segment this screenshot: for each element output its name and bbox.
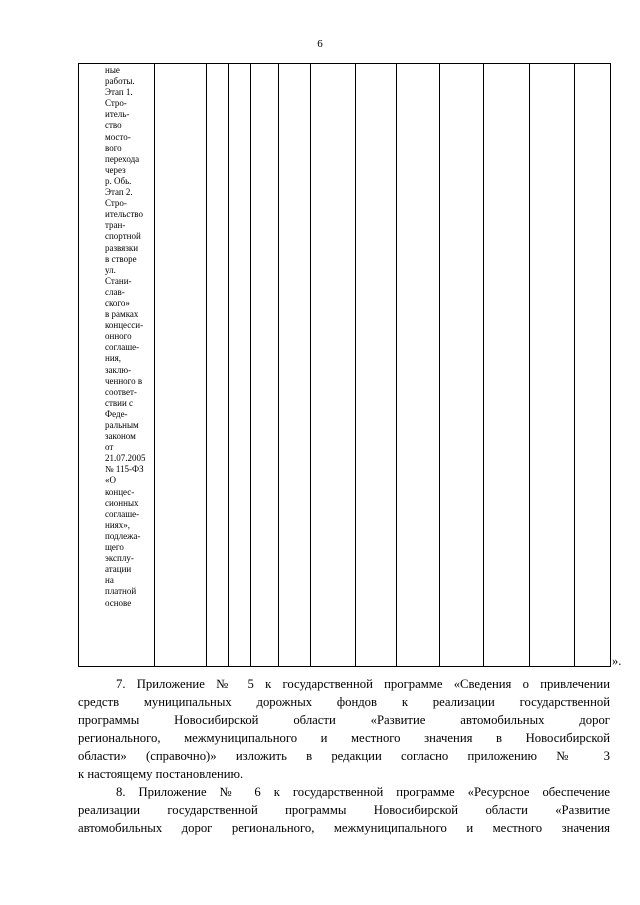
cell-text-line: в створе <box>105 253 137 264</box>
table-cell <box>356 64 397 667</box>
cell-text-line: законом <box>105 431 136 442</box>
table-cell <box>311 64 356 667</box>
cell-text-line: соответ- <box>105 386 137 397</box>
cell-text-line: концесси- <box>105 320 144 331</box>
paragraph-line: 8. Приложение № 6 к государственной программе «Ресурсное обеспечение <box>116 785 610 799</box>
paragraph-line: к настоящему постановлению. <box>78 767 244 782</box>
table-cell-description <box>79 64 155 667</box>
cell-text-line: Этап 2. <box>105 187 133 198</box>
cell-text-line: Стро- <box>105 98 127 109</box>
cell-text-line: ные <box>105 65 120 75</box>
cell-text-line: мосто- <box>105 131 131 142</box>
cell-text-line: 21.07.2005 <box>105 453 146 464</box>
cell-text-line: онного <box>105 331 132 342</box>
cell-text-line: сионных <box>105 497 139 508</box>
cell-text-line: ральным <box>105 420 139 430</box>
paragraph-line: программы Новосибирской области «Развитие автомобильных дорог <box>78 713 610 728</box>
program-table <box>78 63 610 667</box>
cell-text-line: концес- <box>105 486 135 497</box>
cell-text-line: на <box>105 575 114 586</box>
cell-text-line: тран- <box>105 220 126 231</box>
cell-text-line: основе <box>105 597 132 608</box>
cell-text-line: ченного в <box>105 375 143 386</box>
cell-text-line: Этап 1. <box>105 87 133 98</box>
closing-quote: ». <box>612 654 622 668</box>
cell-text-line: Стро- <box>105 198 127 209</box>
paragraph-line: средств муниципальных дорожных фондов к реализации государственной <box>78 695 610 710</box>
cell-text-line: слав- <box>105 286 125 297</box>
cell-text-line: ство <box>105 120 122 131</box>
cell-text-line: щего <box>105 542 124 553</box>
cell-text-line: соглаше- <box>105 342 140 353</box>
cell-text-line: спортной <box>105 231 141 242</box>
cell-text-line: Стани- <box>105 275 132 286</box>
cell-text-line: заклю- <box>105 364 132 375</box>
cell-text-line: вого <box>105 142 122 153</box>
cell-text-line: ствии с <box>105 397 134 408</box>
paragraph-line: реализации государственной программы Новосибирской области «Развитие <box>78 803 610 818</box>
cell-text-line: развязки <box>105 242 139 253</box>
cell-text-line: Феде- <box>105 408 128 419</box>
table-cell <box>440 64 484 667</box>
table-cell <box>397 64 440 667</box>
cell-text-line: р. Обь. <box>105 175 132 186</box>
table-cell <box>251 64 279 667</box>
cell-text-line: ниях», <box>105 519 131 530</box>
cell-text-line: подлежа- <box>105 530 141 541</box>
table-cell <box>229 64 251 667</box>
paragraph-8 <box>78 783 610 837</box>
cell-text-line: платной <box>105 586 137 597</box>
cell-text-line: соглаше- <box>105 508 140 519</box>
table-cell <box>484 64 530 667</box>
cell-text-line: атации <box>105 564 132 575</box>
table-cell <box>575 64 611 667</box>
page-number: 6 <box>317 38 323 50</box>
program-table-grid <box>78 63 611 667</box>
cell-text-line: ительство <box>105 209 143 220</box>
cell-text-line: ния, <box>105 353 122 364</box>
cell-text-line: через <box>105 164 126 175</box>
cell-text-line: от <box>105 442 114 453</box>
cell-text-line: ул. <box>105 264 116 275</box>
cell-text-line: «О <box>105 475 116 486</box>
table-cell <box>530 64 575 667</box>
paragraph-line: области» (справочно)» изложить в редакции согласно приложению № 3 <box>78 749 610 764</box>
paragraph-line: 7. Приложение № 5 к государственной программе «Сведения о привлечении <box>116 677 610 691</box>
table-cell <box>207 64 229 667</box>
paragraph-line: регионального, межмуниципального и местного значения в Новосибирской <box>78 731 610 746</box>
cell-text-line: перехода <box>105 153 140 164</box>
cell-text-line: в рамках <box>105 309 139 320</box>
cell-text-line: № 115-ФЗ <box>105 464 144 475</box>
cell-text-line: ского» <box>105 297 130 308</box>
paragraph-line: автомобильных дорог регионального, межмуниципального и местного значения <box>78 821 610 836</box>
paragraph-7 <box>78 675 610 784</box>
cell-text-line: работы. <box>105 76 135 87</box>
cell-text-line: итель- <box>105 109 130 120</box>
table-cell <box>155 64 207 667</box>
cell-text-line: эксплу- <box>105 553 134 564</box>
table-cell <box>279 64 311 667</box>
cell-description-text <box>79 64 154 609</box>
